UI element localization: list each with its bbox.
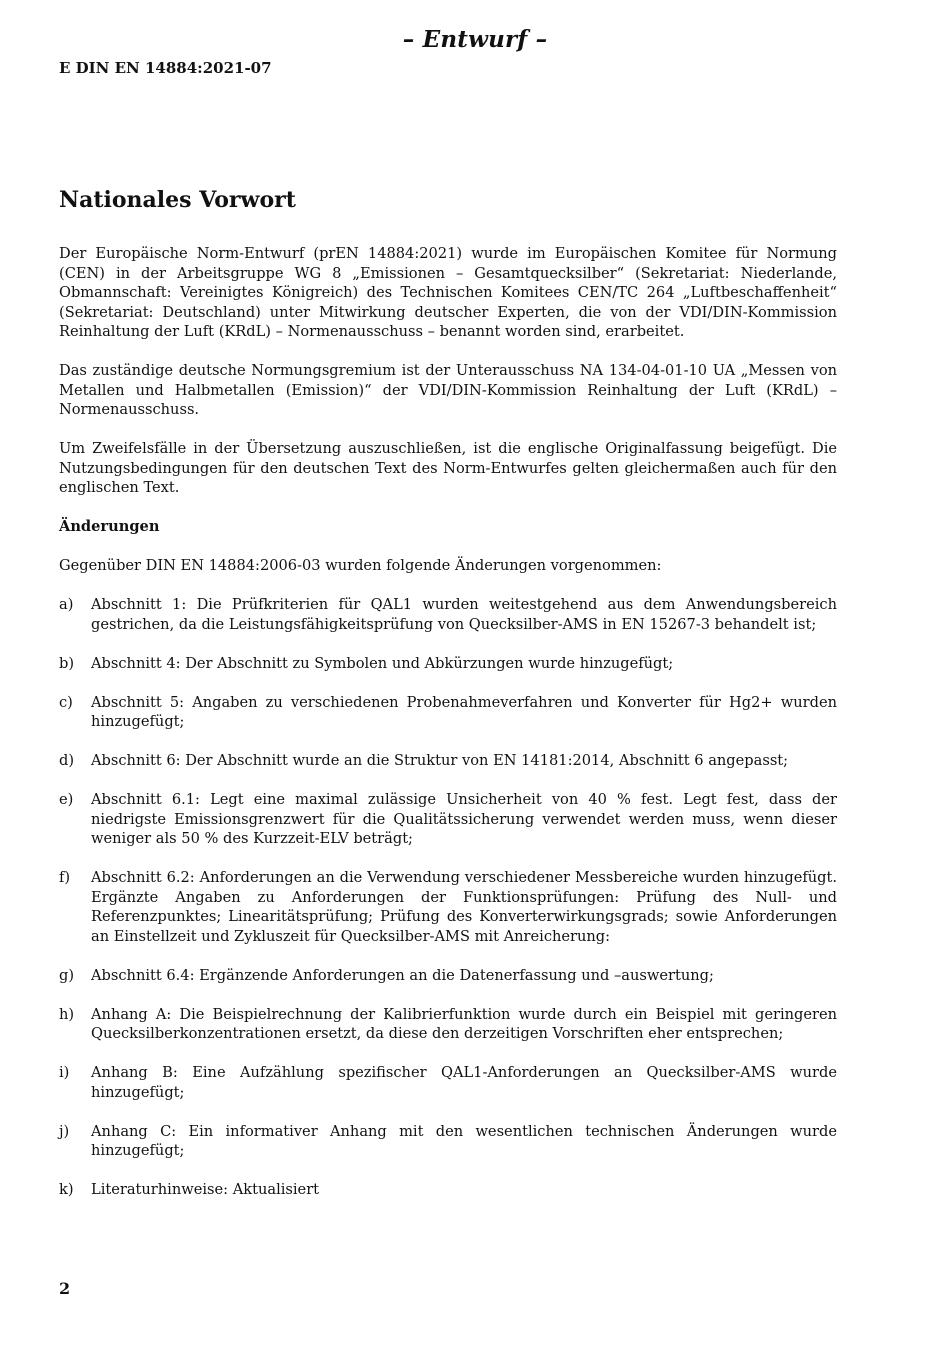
section-title: Nationales Vorwort xyxy=(59,187,296,213)
changes-heading: Änderungen xyxy=(59,518,160,535)
draft-watermark: – Entwurf – xyxy=(402,26,548,53)
list-item xyxy=(59,1005,837,1044)
changes-list xyxy=(59,595,837,1200)
list-item xyxy=(59,966,837,986)
list-item-text: Abschnitt 6.2: Anforderungen an die Verwendung verschiedener Messbereiche wurden hinzugefügt. Ergänzte Angaben zu Anforderungen der Funktionsprüfungen: Prüfung des Null- und Referenzpunktes; Linearitätsprüfung; Prüfung des Konverterwirkungsgrads; sowie Anforderungen an Einstellzeit und Zykluszeit für Quecksilber-AMS mit Anreicherung: xyxy=(91,869,837,945)
list-item-label: f) xyxy=(59,869,71,886)
list-item xyxy=(59,790,837,849)
list-item-label: a) xyxy=(59,596,74,613)
paragraph: Der Europäische Norm-Entwurf (prEN 14884:2021) wurde im Europäischen Komitee für Normung (CEN) in der Arbeitsgruppe WG 8 „Emissionen – Gesamtquecksilber“ (Sekretariat: Niederlande, Obmannschaft: Vereinigtes Königreich) des Technischen Komitees CEN/TC 264 „Luftbeschaffenheit“ (Sekretariat: Deutschland) unter Mitwirkung deutscher Experten, die von der VDI/DIN-Kommission Reinhaltung der Luft (KRdL) – Normenausschuss – benannt worden sind, erarbeitet. xyxy=(59,245,837,340)
list-item-label: c) xyxy=(59,693,73,711)
page-number: 2 xyxy=(59,1279,71,1298)
list-item-label: i) xyxy=(59,1064,70,1081)
document-id: E DIN EN 14884:2021-07 xyxy=(59,59,272,77)
list-item-label: h) xyxy=(59,1005,75,1023)
list-item-text: Abschnitt 6.1: Legt eine maximal zulässige Unsicherheit von 40 % fest. Legt fest, dass der niedrigste Emissionsgrenzwert für die Qualitätssicherung verwendet werden muss, wenn dieser weniger als 50 % des Kurzzeit-ELV beträgt; xyxy=(91,791,837,847)
list-item-text: Abschnitt 6.4: Ergänzende Anforderungen an die Datenerfassung und –auswertung; xyxy=(91,966,714,984)
paragraph: Um Zweifelsfälle in der Übersetzung auszuschließen, ist die englische Originalfassung beigefügt. Die Nutzungsbedingungen für den deutschen Text des Norm-Entwurfes gelten gleichermaßen auch für den englischen Text. xyxy=(59,440,837,496)
list-item-text: Anhang B: Eine Aufzählung spezifischer QAL1-Anforderungen an Quecksilber-AMS wurde hinzugefügt; xyxy=(91,1064,837,1101)
list-item-label: e) xyxy=(59,791,74,808)
list-item-label: b) xyxy=(59,654,75,672)
page-content xyxy=(59,186,837,1219)
list-item xyxy=(59,868,837,946)
list-item-text: Abschnitt 5: Angaben zu verschiedenen Probenahmeverfahren und Konverter für Hg2+ wurden hinzugefügt; xyxy=(91,693,837,730)
paragraph: Das zuständige deutsche Normungsgremium ist der Unterausschuss NA 134-04-01-10 UA „Messen von Metallen und Halbmetallen (Emission)“ der VDI/DIN-Kommission Reinhaltung der Luft (KRdL) – Normenausschuss. xyxy=(59,362,837,418)
list-item xyxy=(59,1063,837,1102)
list-item-text: Abschnitt 4: Der Abschnitt zu Symbolen und Abkürzungen wurde hinzugefügt; xyxy=(91,654,674,672)
list-item xyxy=(59,1180,837,1200)
list-item xyxy=(59,595,837,634)
list-item xyxy=(59,751,837,771)
list-item-text: Abschnitt 1: Die Prüfkriterien für QAL1 wurden weitestgehend aus dem Anwendungsbereich gestrichen, da die Leistungsfähigkeitsprüfung von Quecksilber-AMS in EN 15267-3 behandelt ist; xyxy=(91,596,837,633)
list-item-text: Literaturhinweise: Aktualisiert xyxy=(91,1181,320,1198)
list-item xyxy=(59,693,837,732)
changes-intro: Gegenüber DIN EN 14884:2006-03 wurden folgende Änderungen vorgenommen: xyxy=(59,557,662,574)
list-item-label: g) xyxy=(59,966,75,984)
list-item xyxy=(59,654,837,674)
list-item-label: k) xyxy=(59,1181,74,1198)
list-item xyxy=(59,1122,837,1161)
list-item-text: Anhang C: Ein informativer Anhang mit den wesentlichen technischen Änderungen wurde hinzugefügt; xyxy=(91,1122,837,1159)
list-item-label: j) xyxy=(59,1122,70,1140)
list-item-label: d) xyxy=(59,752,75,769)
list-item-text: Anhang A: Die Beispielrechnung der Kalibrierfunktion wurde durch ein Beispiel mit geringeren Quecksilberkonzentrationen ersetzt, da diese den derzeitigen Vorschriften eher entsprechen; xyxy=(91,1005,837,1042)
list-item-text: Abschnitt 6: Der Abschnitt wurde an die Struktur von EN 14181:2014, Abschnitt 6 angepasst; xyxy=(91,752,789,769)
